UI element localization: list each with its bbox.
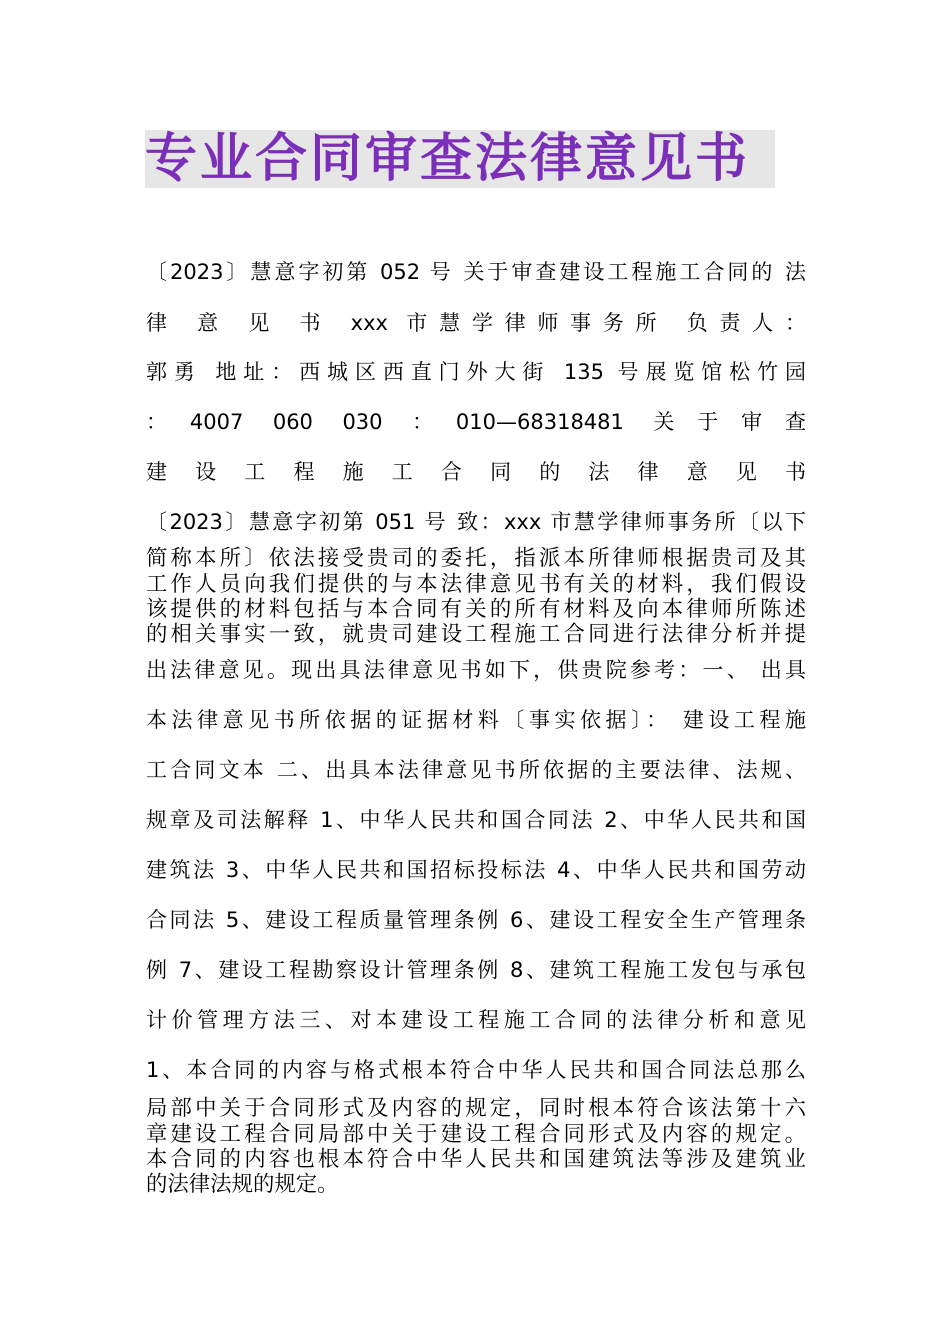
body-line: 章建设工程合同局部中关于建设工程合同形式及内容的规定。 <box>146 1122 806 1147</box>
body-line: 工合同文本 二、出具本法律意见书所依据的主要法律、法规、 <box>146 758 806 782</box>
body-line: 规章及司法解释 1、中华人民共和国合同法 2、中华人民共和国 <box>146 808 806 832</box>
body-line: 的相关事实一致，就贵司建设工程施工合同进行法律分析并提 <box>146 622 806 647</box>
body-line: 律 意 见 书 xxx 市慧学律师事务所 负责人： <box>146 311 806 335</box>
body-line: ：4007 060 030 ：010—68318481 关于审查 <box>146 410 806 434</box>
body-line: 该提供的材料包括与本合同有关的所有材料及向本律师所陈述 <box>146 597 806 622</box>
body-line: 建 设 工 程 施 工 合 同 的 法 律 意 见 书 <box>146 460 806 484</box>
body-line: 例 7、建设工程勘察设计管理条例 8、建筑工程施工发包与承包 <box>146 958 806 982</box>
body-line: 〔2023〕慧意字初第 051 号 致：xxx 市慧学律师事务所〔以下 <box>146 510 806 534</box>
body-line: 局部中关于合同形式及内容的规定，同时根本符合该法第十六 <box>146 1096 806 1121</box>
body-line: 建筑法 3、中华人民共和国招标投标法 4、中华人民共和国劳动 <box>146 858 806 882</box>
body-line: 本法律意见书所依据的证据材料〔事实依据〕： 建设工程施 <box>146 708 806 732</box>
body-line: 〔2023〕慧意字初第 052 号 关于审查建设工程施工合同的 法 <box>146 260 806 284</box>
body-line: 郭勇 地址：西城区西直门外大街 135 号展览馆松竹园 <box>146 360 806 384</box>
document-title: 专业合同审查法律意见书 <box>145 130 775 188</box>
body-line: 合同法 5、建设工程质量管理条例 6、建设工程安全生产管理条 <box>146 908 806 932</box>
body-line: 的法律法规的规定。 <box>146 1172 339 1197</box>
body-line: 工作人员向我们提供的与本法律意见书有关的材料，我们假设 <box>146 572 806 597</box>
body-line: 本合同的内容也根本符合中华人民共和国建筑法等涉及建筑业 <box>146 1147 806 1172</box>
body-line: 计价管理方法三、对本建设工程施工合同的法律分析和意见 <box>146 1008 806 1032</box>
body-line: 出法律意见。现出具法律意见书如下，供贵院参考：一、 出具 <box>146 658 806 682</box>
body-line: 1、本合同的内容与格式根本符合中华人民共和国合同法总那么 <box>146 1058 806 1082</box>
body-line: 简称本所〕依法接受贵司的委托，指派本所律师根据贵司及其 <box>146 546 806 571</box>
